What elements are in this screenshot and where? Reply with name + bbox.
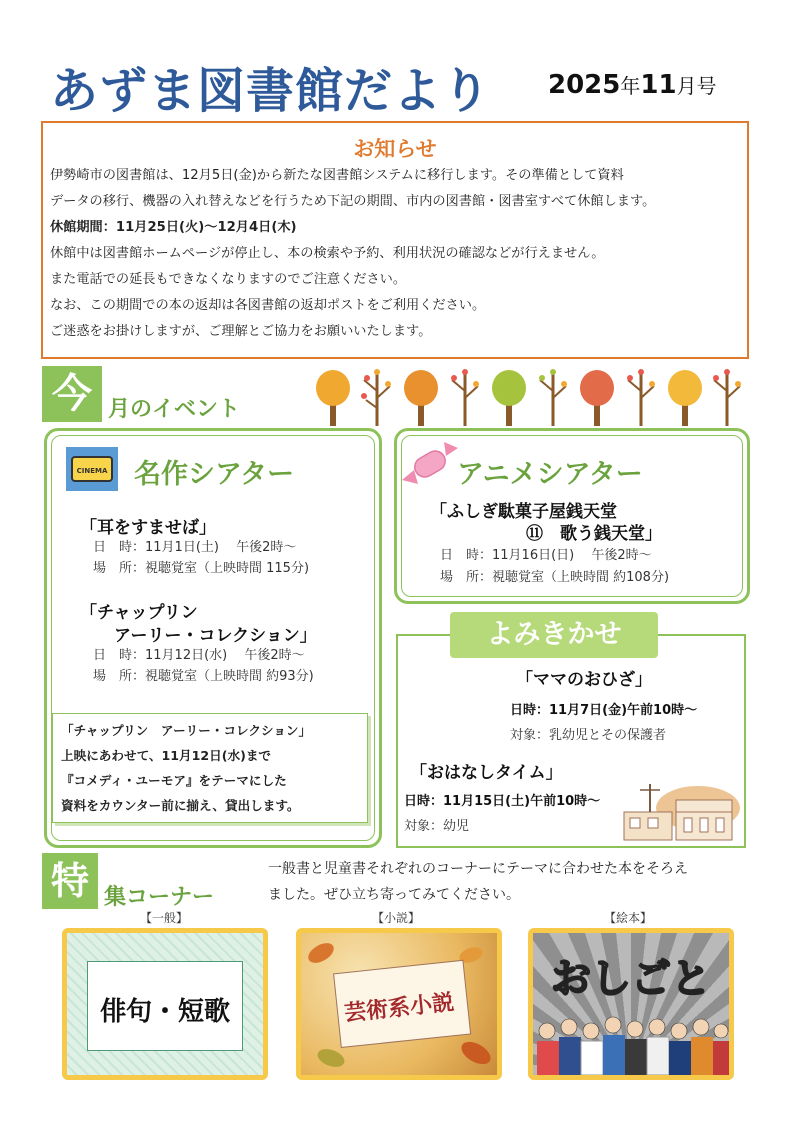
workers-illustration [533, 1009, 729, 1075]
tree-icon [316, 370, 350, 426]
card-theme: 芸術系小説 [343, 989, 456, 1027]
feature-desc-line: ました。ぜひ立ち寄ってみてください。 [268, 887, 520, 903]
film-place: 場 所：視聴覚室（上映時間 約108分) [440, 570, 670, 585]
note-line: 「チャップリン アーリー・コレクション」 [61, 723, 312, 738]
notice-line: 休館中は図書館ホームページが停止し、本の検索や予約、利用状況の確認などが行えません。 [50, 246, 605, 261]
storytime-title: 「ママのおひざ」 [516, 670, 652, 690]
notice-line: ご迷惑をお掛けしますが、ご理解とご協力をお願いいたします。 [50, 324, 432, 339]
note-line: 資料をカウンター前に揃え、貸出します。 [61, 798, 300, 813]
feature-kanji-badge: 特 [42, 853, 98, 909]
film-date: 日 時：11月12日(水) 午後2時～ [93, 648, 305, 663]
storytime-date: 日時：11月15日(土)午前10時～ [404, 794, 601, 809]
feature-heading: 集コーナー [104, 885, 215, 910]
film-date: 日 時：11月16日(日) 午後2時～ [440, 548, 652, 563]
issue-year: 2025 [548, 70, 621, 100]
notice-heading: お知らせ [353, 137, 437, 161]
category-label: 【一般】 [140, 911, 189, 925]
notice-line: 伊勢崎市の図書館は、12月5日(金)から新たな図書館システムに移行します。その準備として資料 [50, 168, 624, 183]
feature-card-art-novel [296, 928, 502, 1080]
cinema-icon-text: CINEMA [76, 467, 108, 475]
candy-icon [400, 440, 460, 490]
tree-icon [492, 370, 526, 426]
film-title: 「ふしぎ駄菓子屋銭天堂 [430, 502, 617, 522]
issue-month: 11 [640, 70, 677, 100]
cinema-icon [66, 447, 118, 491]
film-title: 「チャップリン [80, 603, 198, 623]
film-date: 日 時：11月1日(土) 午後2時～ [93, 540, 297, 555]
tree-icon [451, 369, 479, 426]
notice-line: なお、この期間での本の返却は各図書館の返却ポストをご利用ください。 [50, 298, 486, 313]
film-title-cont: ⑪ 歌う銭天堂」 [526, 524, 662, 544]
tree-icon [668, 370, 702, 426]
note-line: 上映にあわせて、11月12日(水)まで [61, 748, 272, 763]
card-theme: 俳句・短歌 [99, 997, 230, 1027]
tree-icon [361, 369, 391, 426]
tree-icon [404, 370, 438, 426]
issue-month-unit: 月号 [676, 74, 717, 98]
feature-description [268, 856, 688, 908]
notice-box [41, 121, 749, 359]
feature-card-haiku [62, 928, 268, 1080]
note-line: 『コメディ・ユーモア』をテーマにした [61, 773, 287, 788]
meisaku-title: 名作シアター [134, 459, 295, 490]
category-label: 【絵本】 [604, 911, 653, 925]
tree-icon [713, 369, 741, 426]
anime-title: アニメシアター [457, 459, 643, 490]
issue-date [548, 70, 717, 100]
chaplin-note-box [52, 713, 368, 823]
events-kanji-badge: 今 [42, 366, 102, 422]
film-title-cont: アーリー・コレクション」 [114, 626, 317, 646]
feature-card-jobs [528, 928, 734, 1080]
tree-icon [539, 369, 567, 426]
notice-line: また電話での延長もできなくなりますのでご注意ください。 [50, 272, 407, 287]
storytime-target: 対象：幼児 [404, 819, 470, 834]
newsletter-title: あずま図書館だより [50, 63, 492, 119]
category-label: 【小説】 [372, 911, 421, 925]
town-illustration [620, 778, 744, 846]
closure-period: 休館期間：11月25日(火)～12月4日(木) [50, 220, 297, 235]
film-place: 場 所：視聴覚室（上映時間 115分) [93, 561, 310, 576]
yomikikase-title: よみきかせ [450, 612, 658, 658]
film-place: 場 所：視聴覚室（上映時間 約93分) [93, 669, 314, 684]
film-title: 「耳をすませば」 [80, 518, 216, 538]
events-heading: 月のイベント [108, 397, 241, 422]
tree-icon [627, 369, 655, 426]
feature-desc-line: 一般書と児童書それぞれのコーナーにテーマに合わせた本をそろえ [268, 861, 688, 877]
card-theme: おしごと [551, 956, 711, 1002]
tree-icon [580, 370, 614, 426]
storytime-title: 「おはなしタイム」 [410, 763, 563, 783]
autumn-trees-illustration [312, 366, 744, 428]
storytime-target: 対象：乳幼児とその保護者 [510, 728, 667, 743]
notice-line: データの移行、機器の入れ替えなどを行うため下記の期間、市内の図書館・図書室すべて休館します。 [50, 194, 656, 209]
storytime-date: 日時：11月7日(金)午前10時～ [510, 703, 698, 718]
issue-year-unit: 年 [620, 74, 641, 98]
